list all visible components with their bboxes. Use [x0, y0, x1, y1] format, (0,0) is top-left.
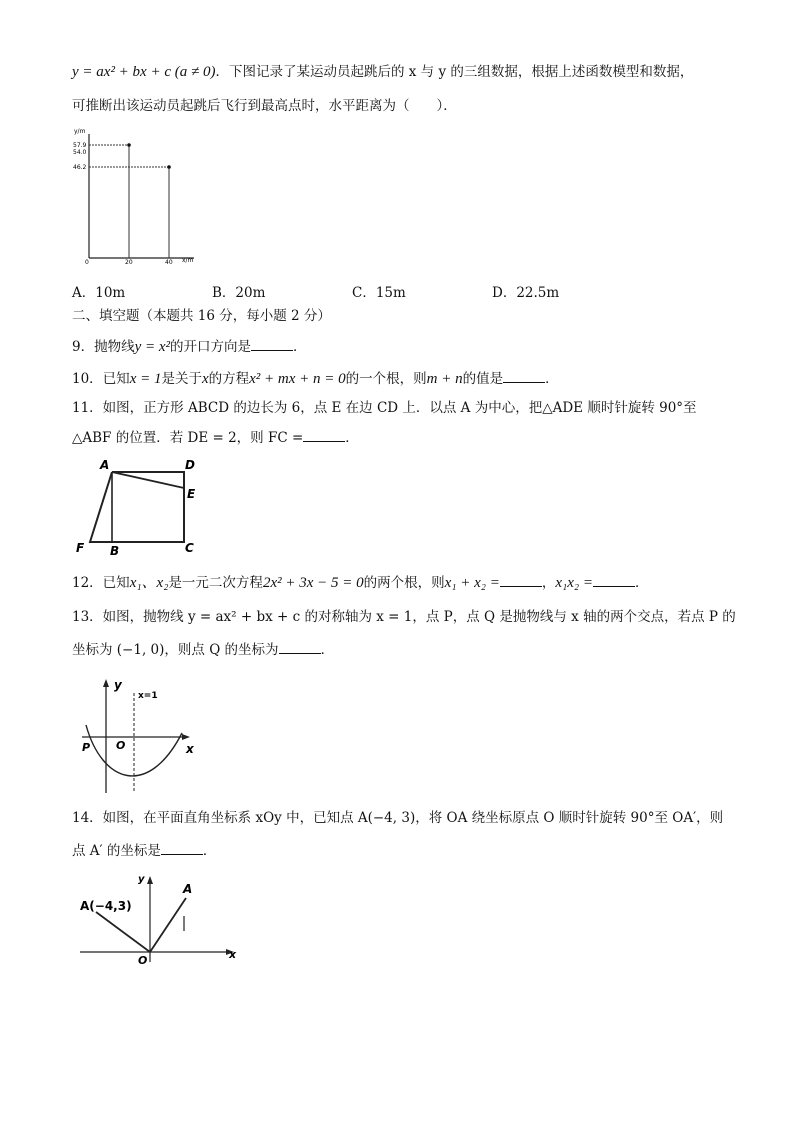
q11-line-1: 11．如图，正方形 ABCD 的边长为 6，点 E 在边 CD 上．以点 A 为中心，把△ADE 顺时针旋转 90°至 — [72, 400, 697, 416]
q8-line1-text: ．下图记录了某运动员起跳后的 x 与 y 的三组数据，根据上述函数模型和数据， — [215, 64, 694, 80]
q8-point-2 — [167, 165, 171, 169]
q11-label-b: B — [110, 544, 120, 558]
q8-xlabel: x/m — [182, 257, 194, 264]
q11-label-f: F — [76, 541, 85, 555]
section-2-header: 二、填空题（本题共 16 分，每小题 2 分） — [72, 308, 331, 324]
q8-ytick-1: 57.9 — [73, 142, 87, 149]
q10-text-c: 的方程 — [208, 371, 250, 387]
q12-text-c: 的两个根，则 — [363, 575, 445, 591]
q10-answer-blank[interactable] — [503, 370, 545, 383]
q12-text-a: 12．已知 — [72, 575, 130, 591]
q13-line-2 — [72, 640, 334, 660]
q8-xtick-3: 40 — [165, 259, 173, 266]
q13-label-axis: x=1 — [138, 691, 158, 701]
q12-end: ． — [635, 575, 649, 591]
q12-eq: 2x² + 3x − 5 = 0 — [262, 575, 364, 591]
q10-end: ． — [545, 371, 559, 387]
q13-figure — [78, 673, 203, 798]
q10-cond: x = 1 — [129, 371, 162, 387]
q10-var: x — [201, 371, 209, 387]
q9 — [72, 337, 307, 357]
q8-formula: y = ax² + bx + c (a ≠ 0) — [72, 64, 216, 80]
q8-xtick-1: 0 — [85, 259, 89, 266]
q13-line-1: 13．如图，抛物线 y = ax² + bx + c 的对称轴为 x = 1，点 P，点 Q 是抛物线与 x 轴的两个交点，若点 P 的 — [72, 609, 736, 625]
q8-option-d[interactable]: D．22.5m — [492, 285, 560, 301]
q13-label-o: O — [116, 739, 126, 752]
q9-pre: 抛物线 — [94, 339, 135, 355]
q10-text-e: 的值是 — [462, 371, 504, 387]
q8-point-1 — [127, 143, 131, 147]
q11-segment-ae — [112, 472, 184, 488]
q12-text-b: 是一元二次方程 — [168, 575, 263, 591]
q13-label-p: P — [82, 741, 91, 754]
q10-text-b: 是关于 — [161, 371, 202, 387]
q8-ylabel: y/m — [74, 128, 86, 135]
q8-xtick-2: 20 — [125, 259, 133, 266]
q11-label-a: A — [100, 458, 110, 472]
q14-segment-oa — [96, 912, 150, 952]
q14-label-o: O — [138, 954, 148, 966]
q10-expr: m + n — [426, 371, 463, 387]
q14-answer-blank[interactable] — [161, 842, 203, 855]
q8-line-1 — [72, 62, 693, 82]
q13-label-x: x — [186, 742, 194, 756]
q12-prod: x₁x₂ = — [555, 575, 593, 591]
q8-option-c[interactable]: C．15m — [352, 285, 406, 301]
q12-sum: x₁ + x₂ = — [444, 575, 500, 591]
q11-answer-blank[interactable] — [303, 429, 345, 442]
q13-line2-text: 坐标为 (−1, 0)，则点 Q 的坐标为 — [72, 642, 279, 658]
q13-y-arrow — [103, 679, 109, 687]
q13-end: ． — [320, 642, 335, 658]
q11-label-d: D — [185, 458, 195, 472]
q12-sep: ， — [541, 575, 556, 591]
q12 — [72, 573, 649, 593]
q11-end: ． — [345, 430, 359, 446]
q13-label-y: y — [114, 678, 122, 692]
q11-label-e: E — [187, 487, 196, 501]
q11-figure — [72, 455, 212, 560]
q14-segment-oa-prime — [150, 898, 186, 952]
q13-x-arrow — [182, 734, 190, 740]
q9-end: ． — [293, 339, 307, 355]
q8-chart — [72, 126, 207, 268]
q14-label-y: y — [138, 874, 145, 885]
q13-answer-blank[interactable] — [279, 641, 321, 654]
q8-line-2: 可推断出该运动员起跳后飞行到最高点时，水平距离为（ ）． — [72, 98, 457, 114]
q12-roots: x₁、x₂ — [129, 575, 169, 591]
q11-square — [90, 472, 184, 542]
q14-label-a: A — [183, 882, 193, 896]
q14-label-x: x — [229, 948, 237, 961]
q11-line-2 — [72, 428, 359, 448]
q8-option-a[interactable]: A．10m — [72, 285, 126, 301]
q11-label-c: C — [185, 541, 194, 555]
q14-y-arrow — [147, 876, 153, 884]
q12-prod-blank[interactable] — [593, 574, 635, 587]
q10 — [72, 369, 559, 389]
q14-label-point-a: A(−4,3) — [80, 899, 132, 913]
q10-text-d: 的一个根，则 — [345, 371, 427, 387]
q8-option-b[interactable]: B．20m — [212, 285, 266, 301]
q10-num: 10． — [72, 371, 103, 387]
q9-answer-blank[interactable] — [251, 338, 293, 351]
q9-post: 的开口方向是 — [170, 339, 252, 355]
q9-formula: y = x² — [134, 339, 171, 355]
q8-ytick-3: 46.2 — [73, 164, 87, 171]
q14-figure — [72, 868, 242, 966]
q12-sum-blank[interactable] — [500, 574, 542, 587]
q10-eq: x² + mx + n = 0 — [249, 371, 346, 387]
q8-ytick-2: 54.0 — [73, 149, 87, 156]
q11-line2-text: △ABF 的位置．若 DE = 2，则 FC = — [72, 430, 304, 446]
q10-text-a: 已知 — [102, 371, 130, 387]
q14-line-2 — [72, 841, 216, 861]
q9-num: 9． — [72, 339, 95, 355]
q14-line-1: 14．如图，在平面直角坐标系 xOy 中，已知点 A(−4, 3)，将 OA 绕坐标原点 O 顺时针旋转 90°至 OA′，则 — [72, 810, 724, 826]
q14-end: ． — [202, 843, 217, 859]
q14-line2-text: 点 A′ 的坐标是 — [72, 843, 161, 859]
